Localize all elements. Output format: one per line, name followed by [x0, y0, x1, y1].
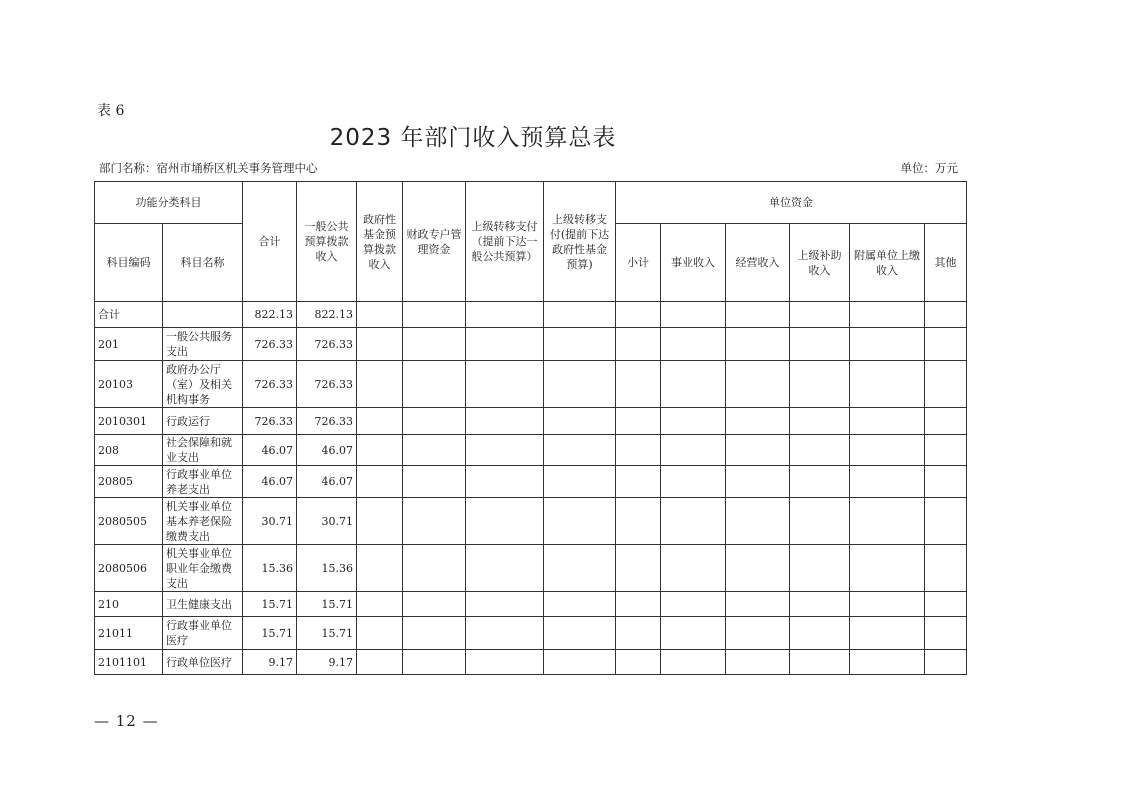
cell-empty [925, 617, 967, 650]
cell-subject-name: 社会保障和就业支出 [163, 435, 243, 466]
cell-empty [544, 408, 616, 435]
cell-empty [403, 650, 466, 675]
cell-general-budget: 726.33 [297, 361, 357, 408]
cell-empty [357, 435, 403, 466]
cell-empty [661, 545, 726, 592]
cell-empty [726, 408, 790, 435]
header-general-budget: 一般公共预算拨款收入 [297, 182, 357, 302]
cell-empty [466, 435, 544, 466]
cell-subject-code: 210 [95, 592, 163, 617]
cell-subject-name: 政府办公厅（室）及相关机构事务 [163, 361, 243, 408]
page-title [0, 119, 1122, 152]
cell-empty [466, 361, 544, 408]
cell-subject-name: 行政事业单位医疗 [163, 617, 243, 650]
cell-empty [661, 498, 726, 545]
cell-empty [661, 617, 726, 650]
cell-empty [726, 617, 790, 650]
header-fiscal-special: 财政专户管理资金 [403, 182, 466, 302]
cell-subject-name: 机关事业单位基本养老保险缴费支出 [163, 498, 243, 545]
cell-empty [661, 302, 726, 328]
cell-empty [726, 302, 790, 328]
cell-empty [466, 592, 544, 617]
cell-subject-name: 行政事业单位养老支出 [163, 466, 243, 498]
cell-empty [403, 498, 466, 545]
table-row [95, 361, 967, 408]
table-label: 表 6 [97, 103, 125, 119]
page-title-text: 2023 年部门收入预算总表 [329, 125, 617, 151]
cell-empty [357, 361, 403, 408]
cell-general-budget: 15.36 [297, 545, 357, 592]
cell-empty [790, 466, 850, 498]
cell-empty [661, 466, 726, 498]
cell-empty [661, 650, 726, 675]
header-upper-subsidy: 上级补助收入 [790, 224, 850, 302]
cell-subject-name [163, 302, 243, 328]
cell-empty [544, 361, 616, 408]
cell-empty [544, 435, 616, 466]
cell-subject-name: 机关事业单位职业年金缴费支出 [163, 545, 243, 592]
header-transfer-fund: 上级转移支付(提前下达政府性基金预算) [544, 182, 616, 302]
table-row [95, 302, 967, 328]
cell-subject-code: 2010301 [95, 408, 163, 435]
cell-subject-name: 卫生健康支出 [163, 592, 243, 617]
cell-empty [850, 545, 925, 592]
cell-empty [661, 408, 726, 435]
cell-empty [403, 617, 466, 650]
table-row [95, 592, 967, 617]
cell-general-budget: 15.71 [297, 592, 357, 617]
cell-empty [544, 498, 616, 545]
cell-empty [790, 498, 850, 545]
cell-empty [850, 328, 925, 361]
cell-empty [726, 361, 790, 408]
cell-subject-name: 行政运行 [163, 408, 243, 435]
header-subject-code: 科目编码 [95, 224, 163, 302]
cell-empty [925, 302, 967, 328]
cell-general-budget: 15.71 [297, 617, 357, 650]
cell-empty [357, 466, 403, 498]
cell-empty [403, 435, 466, 466]
cell-empty [616, 617, 661, 650]
cell-empty [661, 435, 726, 466]
cell-total: 726.33 [243, 408, 297, 435]
cell-empty [850, 650, 925, 675]
header-subject-name: 科目名称 [163, 224, 243, 302]
cell-empty [726, 592, 790, 617]
cell-empty [790, 650, 850, 675]
cell-empty [466, 545, 544, 592]
header-other: 其他 [925, 224, 967, 302]
table-row [95, 328, 967, 361]
page-number: — 12 — [94, 712, 159, 730]
cell-empty [925, 361, 967, 408]
cell-total: 46.07 [243, 466, 297, 498]
cell-empty [466, 650, 544, 675]
cell-empty [790, 545, 850, 592]
cell-total: 15.71 [243, 617, 297, 650]
header-gov-fund: 政府性基金预算拨款收入 [357, 182, 403, 302]
cell-empty [544, 592, 616, 617]
cell-general-budget: 30.71 [297, 498, 357, 545]
cell-total: 15.36 [243, 545, 297, 592]
cell-empty [850, 617, 925, 650]
cell-total: 726.33 [243, 361, 297, 408]
cell-total: 30.71 [243, 498, 297, 545]
cell-empty [357, 302, 403, 328]
cell-empty [661, 361, 726, 408]
header-total: 合计 [243, 182, 297, 302]
table-row [95, 408, 967, 435]
cell-empty [466, 617, 544, 650]
cell-empty [544, 545, 616, 592]
header-subtotal: 小计 [616, 224, 661, 302]
cell-empty [357, 328, 403, 361]
cell-general-budget: 46.07 [297, 435, 357, 466]
cell-empty [925, 328, 967, 361]
cell-empty [403, 328, 466, 361]
table-row [95, 435, 967, 466]
cell-empty [544, 302, 616, 328]
cell-empty [616, 498, 661, 545]
cell-subject-code: 208 [95, 435, 163, 466]
cell-empty [616, 592, 661, 617]
cell-empty [616, 408, 661, 435]
cell-empty [357, 408, 403, 435]
table-row [95, 617, 967, 650]
cell-subject-code: 2080505 [95, 498, 163, 545]
cell-empty [403, 302, 466, 328]
table-row [95, 545, 967, 592]
cell-empty [403, 408, 466, 435]
cell-empty [403, 361, 466, 408]
cell-empty [357, 650, 403, 675]
cell-empty [466, 302, 544, 328]
cell-general-budget: 726.33 [297, 408, 357, 435]
cell-empty [357, 592, 403, 617]
cell-empty [403, 545, 466, 592]
cell-subject-code: 20805 [95, 466, 163, 498]
cell-empty [726, 328, 790, 361]
header-operating-income: 经营收入 [726, 224, 790, 302]
cell-empty [357, 617, 403, 650]
cell-subject-code: 21011 [95, 617, 163, 650]
cell-subject-code: 2080506 [95, 545, 163, 592]
cell-empty [466, 466, 544, 498]
cell-empty [790, 408, 850, 435]
cell-empty [466, 328, 544, 361]
header-affiliated-income: 附属单位上缴收入 [850, 224, 925, 302]
cell-total: 15.71 [243, 592, 297, 617]
cell-empty [616, 361, 661, 408]
cell-subject-name: 行政单位医疗 [163, 650, 243, 675]
header-business-income: 事业收入 [661, 224, 726, 302]
cell-empty [850, 435, 925, 466]
cell-empty [616, 435, 661, 466]
cell-empty [544, 650, 616, 675]
header-transfer-general: 上级转移支付（提前下达一般公共预算） [466, 182, 544, 302]
table-row [95, 650, 967, 675]
cell-subject-name: 一般公共服务支出 [163, 328, 243, 361]
table-row [95, 498, 967, 545]
cell-empty [850, 466, 925, 498]
cell-empty [616, 545, 661, 592]
cell-empty [925, 545, 967, 592]
cell-empty [925, 466, 967, 498]
cell-subject-code: 2101101 [95, 650, 163, 675]
cell-empty [466, 498, 544, 545]
cell-empty [616, 302, 661, 328]
cell-empty [850, 592, 925, 617]
cell-empty [790, 328, 850, 361]
cell-empty [616, 650, 661, 675]
cell-empty [850, 302, 925, 328]
cell-empty [466, 408, 544, 435]
cell-empty [661, 328, 726, 361]
cell-empty [544, 466, 616, 498]
cell-subject-code: 合计 [95, 302, 163, 328]
cell-empty [925, 408, 967, 435]
cell-empty [403, 466, 466, 498]
header-func-category: 功能分类科目 [95, 182, 243, 224]
cell-empty [357, 498, 403, 545]
cell-subject-code: 20103 [95, 361, 163, 408]
cell-empty [357, 545, 403, 592]
cell-empty [726, 545, 790, 592]
table-row [95, 466, 967, 498]
budget-table [94, 181, 967, 675]
cell-empty [790, 435, 850, 466]
cell-empty [403, 592, 466, 617]
cell-empty [661, 592, 726, 617]
cell-total: 822.13 [243, 302, 297, 328]
cell-general-budget: 726.33 [297, 328, 357, 361]
cell-empty [544, 328, 616, 361]
header-unit-funds: 单位资金 [616, 182, 967, 224]
cell-empty [850, 498, 925, 545]
cell-empty [790, 617, 850, 650]
cell-empty [925, 650, 967, 675]
cell-empty [850, 408, 925, 435]
cell-total: 46.07 [243, 435, 297, 466]
cell-general-budget: 46.07 [297, 466, 357, 498]
cell-empty [616, 328, 661, 361]
cell-empty [726, 498, 790, 545]
cell-empty [850, 361, 925, 408]
cell-general-budget: 9.17 [297, 650, 357, 675]
cell-empty [925, 592, 967, 617]
cell-empty [790, 361, 850, 408]
cell-empty [616, 466, 661, 498]
cell-empty [790, 302, 850, 328]
cell-empty [925, 498, 967, 545]
cell-empty [925, 435, 967, 466]
cell-empty [790, 592, 850, 617]
cell-general-budget: 822.13 [297, 302, 357, 328]
department-name: 部门名称：宿州市埇桥区机关事务管理中心 [99, 161, 318, 175]
cell-empty [726, 435, 790, 466]
cell-total: 9.17 [243, 650, 297, 675]
cell-empty [544, 617, 616, 650]
unit-label: 单位：万元 [900, 161, 958, 175]
cell-empty [726, 650, 790, 675]
cell-total: 726.33 [243, 328, 297, 361]
budget-table-body [95, 302, 967, 675]
cell-empty [726, 466, 790, 498]
cell-subject-code: 201 [95, 328, 163, 361]
